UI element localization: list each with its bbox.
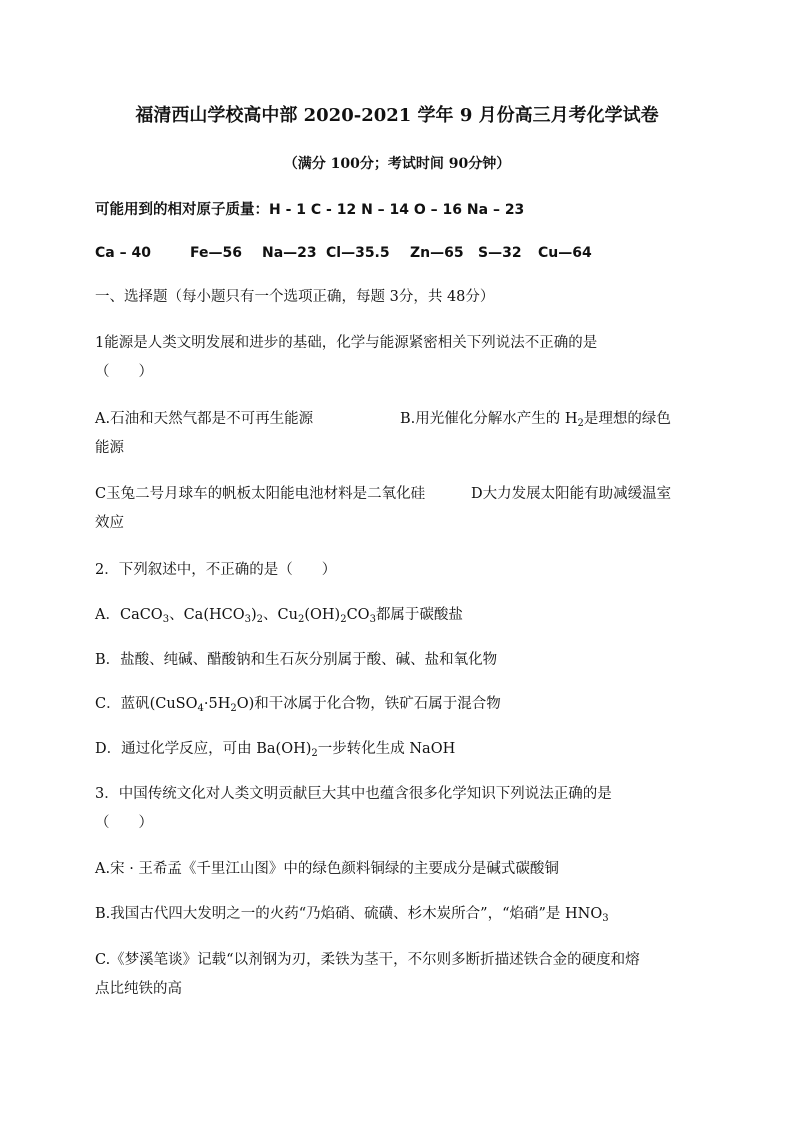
q3-stem: 3．中国传统文化对人类文明贡献巨大其中也蕴含很多化学知识下列说法正确的是 <box>95 786 612 802</box>
q3-stem-bracket: （ ） <box>95 815 153 831</box>
q1-option-a: A.石油和天然气都是不可再生能源 <box>95 411 314 427</box>
q1-option-d: D大力发展太阳能有助减缓温室 <box>471 486 672 502</box>
mass-s: S—32 <box>478 245 522 261</box>
page-title: 福清西山学校高中部 2020-2021 学年 9 月份高三月考化学试卷 <box>135 105 659 126</box>
q2-stem: 2．下列叙述中，不正确的是（ ） <box>95 562 337 578</box>
atomic-mass-label: 可能用到的相对原子质量： <box>95 201 269 218</box>
page-subtitle: （满分 100分；考试时间 90分钟） <box>283 156 511 172</box>
q1-option-b: B.用光催化分解水产生的 $H_2$是理想的绿色 <box>400 411 671 429</box>
mass-cu: Cu—64 <box>538 245 592 261</box>
mass-na: Na—23 <box>262 245 317 261</box>
q3-option-b: B.我国古代四大发明之一的火药“乃焰硝、硫磺、杉木炭所合”，“焰硝”是 $HNO_3$ <box>95 906 609 924</box>
q3-option-a: A.宋 · 王希孟《千里江山图》中的绿色颜料铜绿的主要成分是碱式碳酸铜 <box>95 861 559 877</box>
q3-option-c: C.《梦溪笔谈》记载“以剂钢为刃，柔铁为茎干，不尔则多断折描述铁合金的硬度和熔 <box>95 952 640 968</box>
q1-stem: 1能源是人类文明发展和进步的基础，化学与能源紧密相关下列说法不正确的是 <box>95 335 598 351</box>
atomic-mass-line1 <box>95 200 524 220</box>
mass-cl: Cl—35.5 <box>326 245 390 261</box>
q1-option-d-cont: 效应 <box>95 515 124 531</box>
q2-option-c: C．蓝矾$(CuSO_4\cdot 5H_2O)$和干冰属于化合物，铁矿石属于混合物 <box>95 696 501 714</box>
q1-option-c: C玉兔二号月球车的帆板太阳能电池材料是二氧化硅 <box>95 486 426 502</box>
q1-stem-bracket: （ ） <box>95 364 153 380</box>
atomic-mass-values: H - 1 C - 12 N – 14 O – 16 Na – 23 <box>269 202 525 218</box>
mass-ca: Ca – 40 <box>95 245 151 261</box>
q2-option-b: B．盐酸、纯碱、醋酸钠和生石灰分别属于酸、碱、盐和氧化物 <box>95 652 498 668</box>
q1-option-b-cont: 能源 <box>95 440 124 456</box>
mass-fe: Fe—56 <box>190 245 242 261</box>
section-heading: 一、选择题（每小题只有一个选项正确，每题 3分，共 48分） <box>95 289 495 305</box>
q2-option-d: D．通过化学反应，可由 $Ba(OH)_2$一步转化生成 NaOH <box>95 741 456 759</box>
mass-zn: Zn—65 <box>410 245 464 261</box>
q3-option-c-cont: 点比纯铁的高 <box>95 981 182 997</box>
q2-option-a: A．CaCO$_3$、$Ca(HCO_3)_2$、$Cu_2(OH)_2CO_3$都属于碳酸盐 <box>95 607 463 625</box>
